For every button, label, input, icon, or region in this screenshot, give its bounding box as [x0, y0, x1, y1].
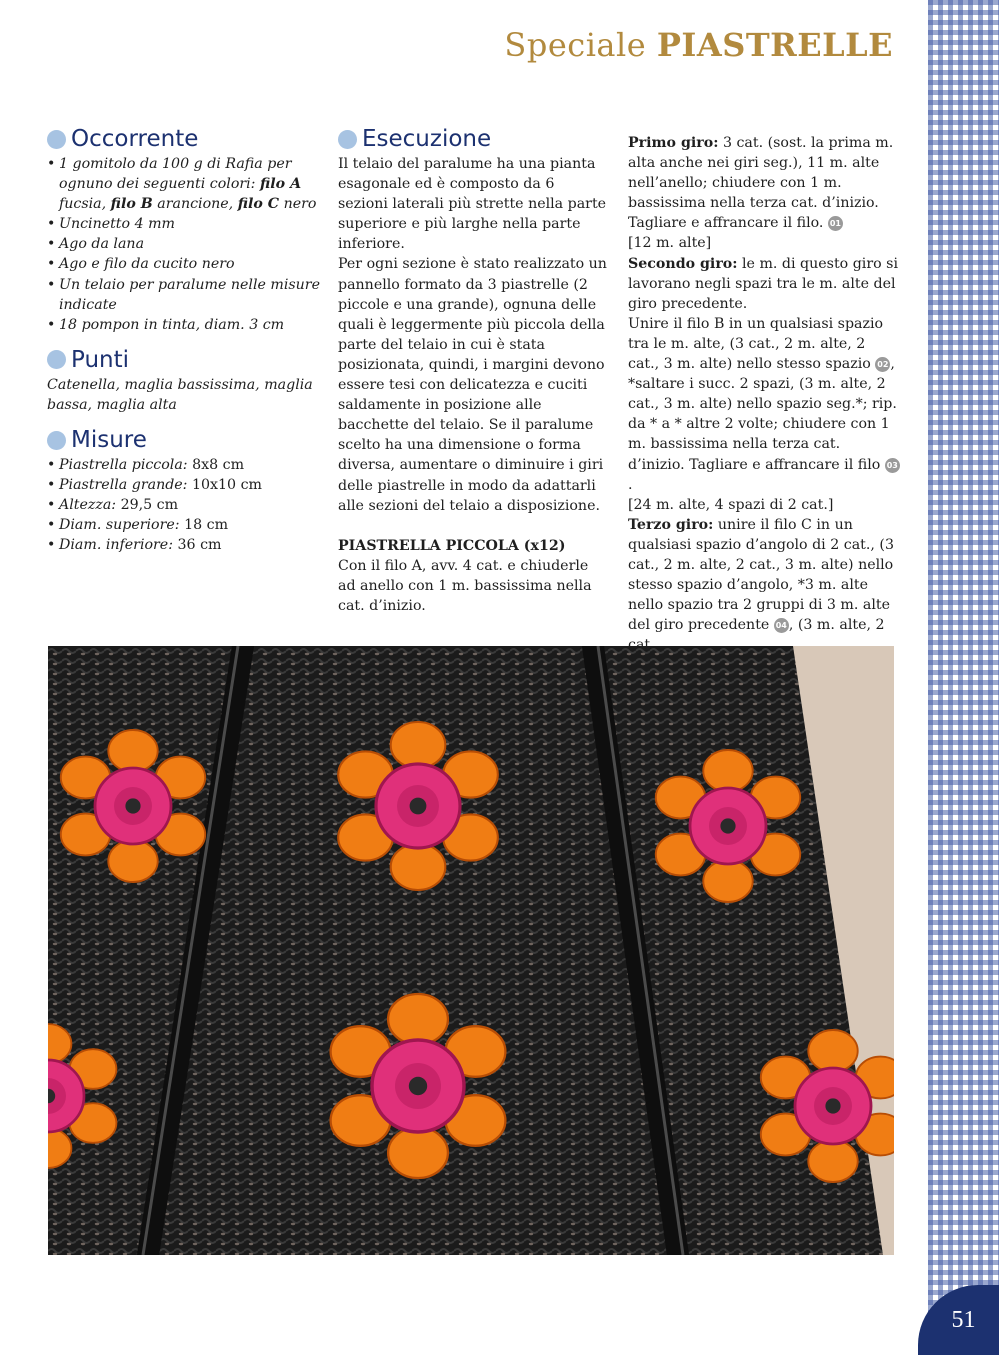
paragraph: Per ogni sezione è stato realizzato un pannello formato da 3 piastrelle (2 piccole e una grande), ognuna delle quali è leggermente più piccola della parte del telaio in cui è stata posizionata, quindi, i margini devono essere tesi con delicatezza e cuciti saldamente in posizione alle bacchette del telaio. Se il paralume scelto ha una dimensione o forma diversa, aumentare o diminuire i giri delle piastrelle in modo da adattarli alle sezioni del telaio a disposizione. — [338, 256, 607, 514]
list-item: • Diam. superiore: 18 cm — [47, 515, 322, 535]
round-second-detail: Unire il filo B in un qualsiasi spazio tra le m. alte, (3 cat., 2 m. alte, 2 cat., 3 m. alte) nello stesso spazio 02 , *saltare i succ. 2 spazi, (3 m. alte, 2 cat., 3 m. alte) nello spazio seg.*; rip. da * a * altre 2 volte; chiudere con 1 m. bassissima nella terza cat. d’inizio. Tagliare e affrancare il filo 03. — [628, 315, 898, 493]
gingham-border — [928, 0, 999, 1355]
list-item: • Ago da lana — [47, 234, 322, 254]
step-badge: 03 — [885, 458, 900, 473]
bullet-dot-icon — [338, 130, 357, 149]
title-strong: PIASTRELLE — [656, 26, 893, 64]
list-item: • Piastrella piccola: 8x8 cm — [47, 455, 322, 475]
list-item: • 18 pompon in tinta, diam. 3 cm — [47, 315, 322, 335]
subheading-piastrella-piccola: PIASTRELLA PICCOLA (x12) — [338, 537, 566, 554]
heading-misure: Misure — [47, 425, 322, 455]
bullet-dot-icon — [47, 350, 66, 369]
list-item: • Un telaio per paralume nelle misure indicate — [47, 275, 322, 315]
list-item: • Altezza: 29,5 cm — [47, 495, 322, 515]
heading-punti: Punti — [47, 345, 322, 375]
step-badge: 04 — [774, 618, 789, 633]
list-item: • Diam. inferiore: 36 cm — [47, 535, 322, 555]
round-count: [24 m. alte, 4 spazi di 2 cat.] — [628, 496, 834, 513]
round-count: [12 m. alte] — [628, 235, 712, 252]
list-item: • Ago e filo da cucito nero — [47, 254, 322, 274]
materials-list — [47, 154, 322, 335]
measures-list — [47, 455, 322, 555]
list-item: • Piastrella grande: 10x10 cm — [47, 475, 322, 495]
page-title — [504, 26, 893, 64]
punti-text: Catenella, maglia bassissima, maglia bassa, maglia alta — [47, 376, 313, 413]
column-execution — [338, 124, 608, 616]
heading-occorrente: Occorrente — [47, 124, 322, 154]
column-materials — [47, 124, 322, 556]
bullet-dot-icon — [47, 431, 66, 450]
lampshade-photo — [48, 646, 894, 1255]
bullet-dot-icon — [47, 130, 66, 149]
round-second: Secondo giro: le m. di questo giro si lavorano negli spazi tra le m. alte del giro precedente. — [628, 255, 898, 312]
step-badge: 02 — [875, 357, 890, 372]
paragraph: Il telaio del paralume ha una pianta esagonale ed è composto da 6 sezioni laterali più strette nella parte superiore e più larghe nella parte inferiore. — [338, 156, 607, 253]
page-number: 51 — [918, 1285, 999, 1355]
round-first: Primo giro: 3 cat. (sost. la prima m. alta anche nei giri seg.), 11 m. alte nell’anello; chiudere con 1 m. bassissima nella terza cat. d’inizio. Tagliare e affrancare il filo. 01 — [628, 135, 894, 232]
round-third: Terzo giro: unire il filo C in un qualsiasi spazio d’angolo di 2 cat., (3 cat., 2 m. alte, 2 cat., 3 m. alte) nello stesso spazio d’angolo, *3 m. alte nello spazio tra 2 gruppi di 3 m. alte del giro precedente 04 , (3 m. alte, 2 — [628, 516, 894, 634]
step-badge: 01 — [828, 216, 843, 231]
lampshade-illustration — [48, 646, 894, 1255]
list-item: • Uncinetto 4 mm — [47, 214, 322, 234]
list-item: • 1 gomitolo da 100 g di Rafia per ognuno dei seguenti colori: filo A fucsia, filo B arancione, filo C nero — [47, 154, 322, 214]
title-prefix: Speciale — [504, 26, 647, 64]
heading-esecuzione: Esecuzione — [338, 124, 608, 154]
paragraph: Con il filo A, avv. 4 cat. e chiuderle ad anello con 1 m. bassissima nella cat. d’inizio. — [338, 557, 592, 614]
column-rounds — [628, 133, 900, 655]
